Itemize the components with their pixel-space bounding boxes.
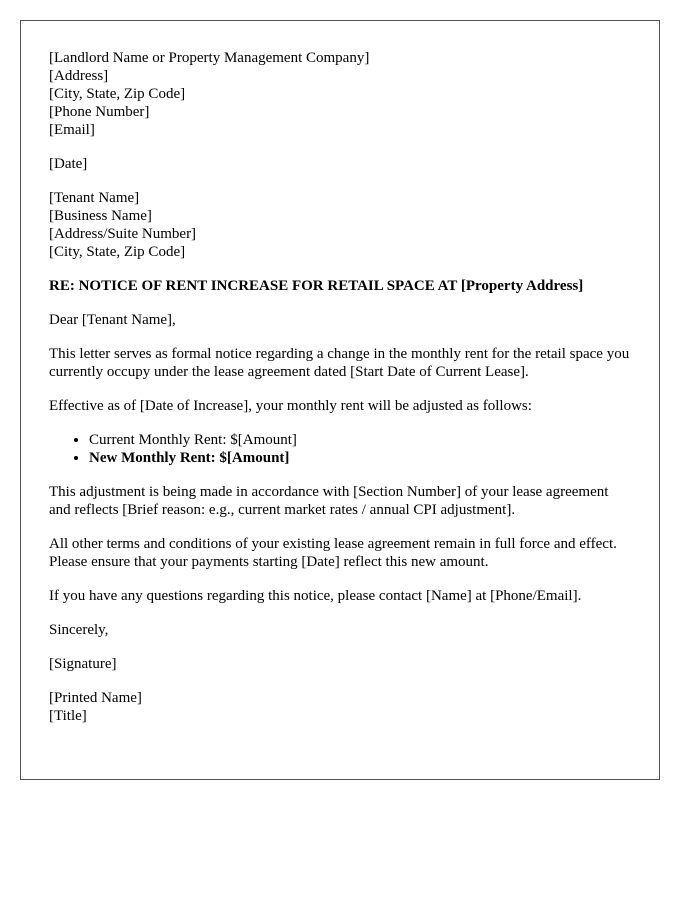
- sender-address: [Address]: [49, 68, 109, 84]
- recipient-tenant-name: [Tenant Name]: [49, 190, 140, 206]
- sender-city-state-zip: [City, State, Zip Code]: [49, 86, 186, 102]
- sender-block: [49, 49, 631, 139]
- intro-paragraph: This letter serves as formal notice regarding a change in the monthly rent for the retail space you currently occupy under the lease agreement dated [Start Date of Current Lease].: [49, 346, 630, 380]
- rent-list: [49, 431, 631, 467]
- signer-title: [Title]: [49, 708, 87, 724]
- subject-line: RE: NOTICE OF RENT INCREASE FOR RETAIL SPACE AT [Property Address]: [49, 278, 584, 294]
- questions-paragraph: If you have any questions regarding this notice, please contact [Name] at [Phone/Email].: [49, 588, 582, 604]
- printed-name: [Printed Name]: [49, 690, 142, 706]
- adjustment-paragraph: This adjustment is being made in accordance with [Section Number] of your lease agreement and reflects [Brief reason: e.g., current market rates / annual CPI adjustment].: [49, 484, 609, 518]
- recipient-city-state-zip: [City, State, Zip Code]: [49, 244, 186, 260]
- signature: [Signature]: [49, 656, 117, 672]
- recipient-address: [Address/Suite Number]: [49, 226, 197, 242]
- letter-date: [Date]: [49, 156, 88, 172]
- new-rent-item: • New Monthly Rent: $[Amount]: [89, 449, 631, 467]
- terms-paragraph: All other terms and conditions of your existing lease agreement remain in full force and effect. Please ensure that your payments starting [Date] reflect this new amount.: [49, 536, 617, 570]
- recipient-block: [49, 189, 631, 261]
- letter-page: [20, 20, 660, 780]
- signer-block: [49, 689, 631, 725]
- sender-email: [Email]: [49, 122, 95, 138]
- salutation: Dear [Tenant Name],: [49, 312, 176, 328]
- effective-paragraph: Effective as of [Date of Increase], your monthly rent will be adjusted as follows:: [49, 398, 532, 414]
- current-rent-item: • Current Monthly Rent: $[Amount]: [89, 431, 631, 449]
- recipient-business-name: [Business Name]: [49, 208, 152, 224]
- date-block: [49, 155, 631, 173]
- sender-phone: [Phone Number]: [49, 104, 150, 120]
- valediction: Sincerely,: [49, 622, 109, 638]
- sender-name: [Landlord Name or Property Management Company]: [49, 50, 370, 66]
